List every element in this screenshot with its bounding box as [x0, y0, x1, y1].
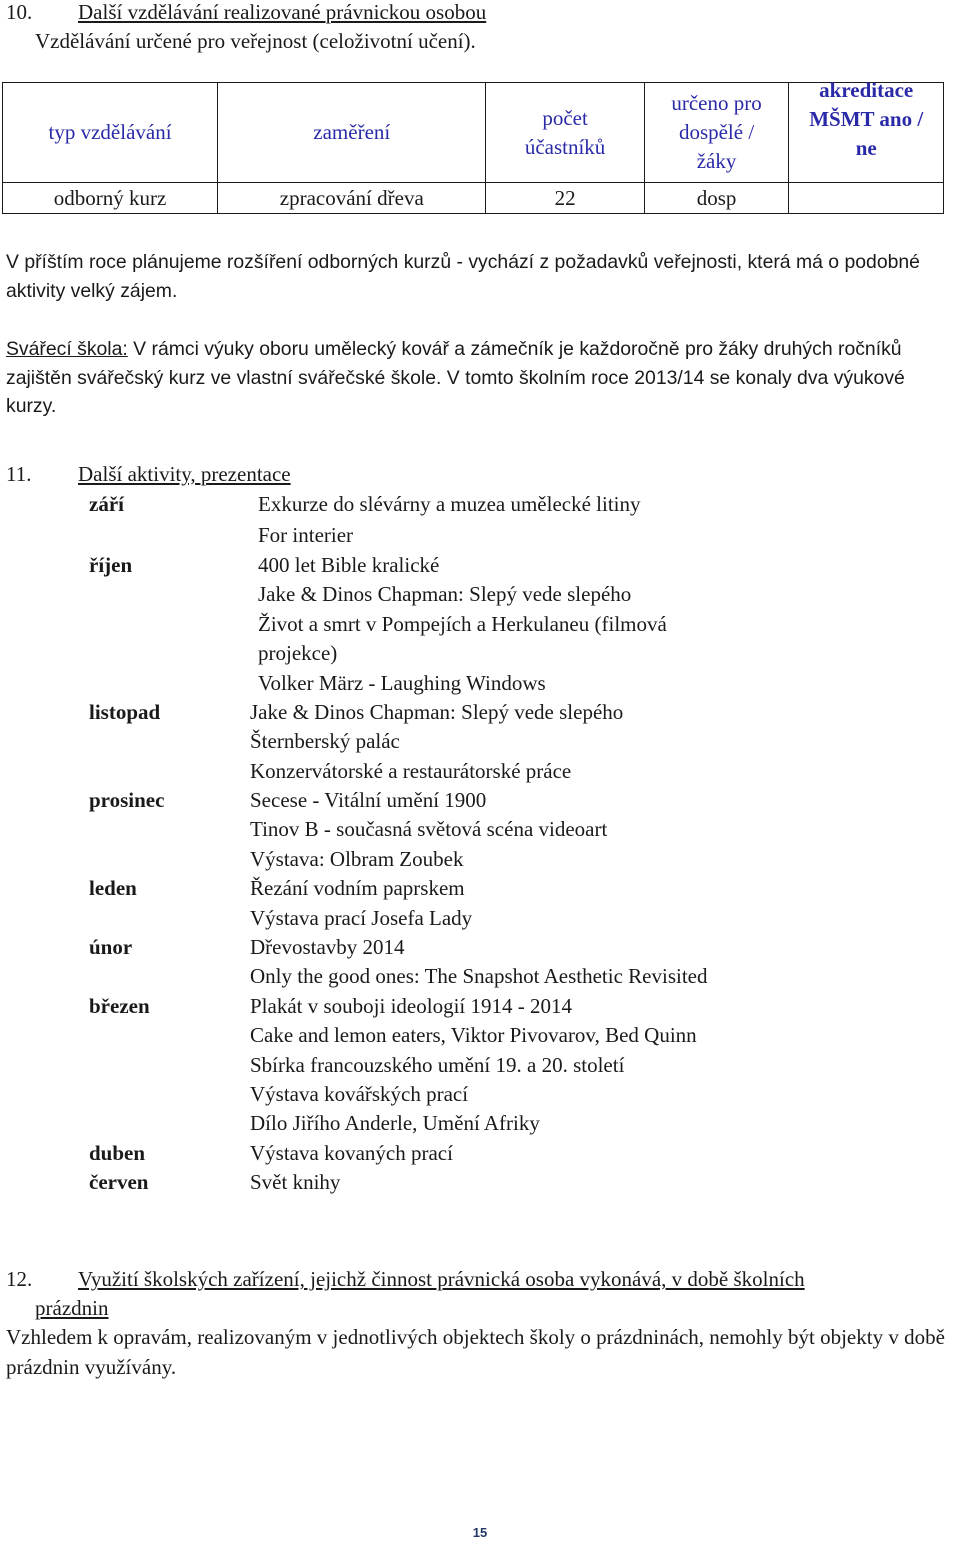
event-item: Exkurze do slévárny a muzea umělecké litiny — [258, 492, 641, 516]
event-item: projekce) — [258, 641, 338, 665]
event-item: Řezání vodním paprskem — [250, 876, 465, 900]
header-focus: zaměření — [218, 83, 486, 183]
cell-accreditation — [789, 183, 944, 214]
section-10-heading — [6, 0, 487, 28]
event-item: Jake & Dinos Chapman: Slepý vede slepého — [258, 582, 632, 606]
section-10-subtitle: Vzdělávání určené pro veřejnost (celoživotní učení). — [35, 29, 476, 53]
event-item: 400 let Bible kralické — [258, 553, 440, 577]
event-item: Výstava kovářských prací — [250, 1082, 469, 1106]
month-unor: únor — [89, 935, 133, 959]
section-11-number: 11. — [6, 462, 32, 486]
event-item: Svět knihy — [250, 1170, 341, 1194]
section-12-text: Vzhledem k opravám, realizovaným v jednotlivých objektech školy o prázdninách, nemohly být objekty v době prázdnin využívány. — [6, 1325, 945, 1379]
month-prosinec: prosinec — [89, 788, 165, 812]
welding-paragraph — [6, 335, 956, 421]
event-item: Dřevostavby 2014 — [250, 935, 405, 959]
event-item: Jake & Dinos Chapman: Slepý vede slepého — [250, 700, 624, 724]
event-item: Volker März - Laughing Windows — [258, 671, 546, 695]
event-item: Konzervátorské a restaurátorské práce — [250, 759, 572, 783]
section-12-number: 12. — [6, 1267, 33, 1291]
section-12-title-line2: prázdnin — [35, 1296, 109, 1320]
header-accreditation — [789, 78, 944, 183]
table-header-row — [3, 83, 944, 183]
header-accreditation-text: akreditace MŠMT ano / ne — [809, 78, 924, 160]
event-item: Only the good ones: The Snapshot Aesthetic Revisited — [250, 964, 708, 988]
welding-text: V rámci výuky oboru umělecký kovář a zámečník je každoročně pro žáky druhých ročníků zajištěn svářečský kurz ve vlastní svářečské škole. V tomto školním roce 2013/14 se konaly dva výukové kurzy. — [6, 338, 905, 417]
section-12-heading — [6, 1265, 805, 1295]
section-11-title: Další aktivity, prezentace — [78, 462, 291, 486]
cell-type: odborný kurz — [3, 183, 218, 214]
welding-label: Svářecí škola: — [6, 338, 128, 360]
section-10-number: 10. — [6, 0, 33, 24]
header-participants — [486, 83, 644, 183]
event-item: Tinov B - současná světová scéna videoart — [250, 817, 608, 841]
month-rijen: říjen — [89, 553, 133, 577]
event-item: Výstava: Olbram Zoubek — [250, 847, 464, 871]
event-item: Život a smrt v Pompejích a Herkulaneu (filmová — [258, 612, 667, 636]
section-11-heading — [6, 460, 291, 490]
cell-focus: zpracování dřeva — [218, 183, 486, 214]
section-10-title: Další vzdělávání realizované právnickou osobou — [78, 0, 487, 24]
event-item: Secese - Vitální umění 1900 — [250, 788, 487, 812]
event-item: Cake and lemon eaters, Viktor Pivovarov, Bed Quinn — [250, 1023, 697, 1047]
event-item: Plakát v souboji ideologií 1914 - 2014 — [250, 994, 572, 1018]
event-item: Výstava kovaných prací — [250, 1141, 453, 1165]
header-type: typ vzdělávání — [3, 83, 218, 183]
month-leden: leden — [89, 876, 137, 900]
header-participants-text: počet účastníků — [524, 105, 606, 159]
event-item: Dílo Jiřího Anderle, Umění Afriky — [250, 1111, 540, 1135]
section-12-title-line1: Využití školských zařízení, jejichž činnost právnická osoba vykonává, v době školních — [78, 1267, 805, 1291]
courses-table — [2, 78, 944, 214]
event-item: Sbírka francouzského umění 19. a 20. století — [250, 1053, 625, 1077]
month-brezen: březen — [89, 994, 150, 1018]
header-target-text: určeno pro dospělé / žáky — [671, 91, 762, 173]
month-duben: duben — [89, 1141, 146, 1165]
month-listopad: listopad — [89, 700, 161, 724]
cell-participants: 22 — [486, 183, 644, 214]
cell-target: dosp — [644, 183, 789, 214]
month-zari: září — [89, 492, 124, 516]
event-item: For interier — [258, 523, 354, 547]
event-item: Šternberský palác — [250, 729, 400, 753]
table-row — [3, 183, 944, 214]
month-cerven: červen — [89, 1170, 149, 1194]
page-number: 15 — [472, 1525, 488, 1540]
plan-paragraph: V příštím roce plánujeme rozšíření odborných kurzů - vychází z požadavků veřejnosti, která má o podobné aktivity velký zájem. — [6, 251, 920, 302]
header-target — [644, 83, 789, 183]
event-item: Výstava prací Josefa Lady — [250, 906, 473, 930]
